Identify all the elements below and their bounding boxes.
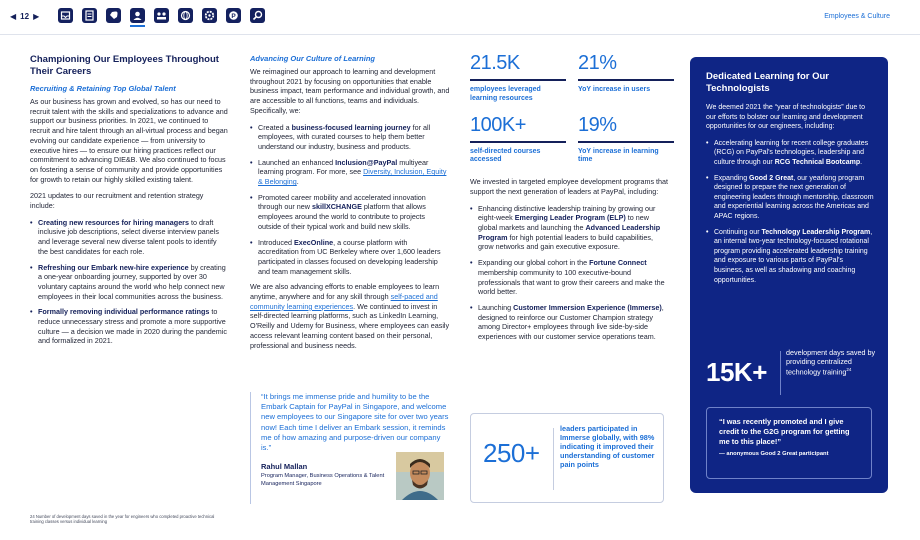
stat-label: [786, 349, 878, 377]
list-item-bold: Customer Immersion Experience (Immerse): [513, 302, 662, 312]
search-icon[interactable]: [250, 8, 265, 23]
list-item: [706, 174, 874, 222]
list-item-text: Launched an enhanced: [258, 157, 336, 167]
section-subheading: Recruiting & Retaining Top Global Talent: [30, 84, 176, 93]
paragraph: We reimagined our approach to learning and development throughout 2021 by focusing on opportunities that enable business impact, team performance and individual growth, and are accessible to all functions, teams and individuals. Specifically, we:: [250, 67, 450, 115]
paragraph: We deemed 2021 the “year of technologists” due to our efforts to bolster our learning and development opportunities for our engineers, including:: [706, 104, 866, 131]
list-item: [30, 307, 228, 346]
employee-quote: [250, 392, 450, 504]
page-number: 12: [20, 12, 30, 21]
quote-author-title: Program Manager, Business Operations & Talent Management Singapore: [261, 473, 385, 487]
svg-text:P: P: [231, 13, 236, 20]
list-item-text: , our yearlong program designed to prepare the next generation of engineering leaders through mentorship, classroom and experiential learning across the Americas and APAC regions.: [714, 174, 874, 220]
list-item-bold: Technology Leadership Program: [761, 228, 871, 236]
section-nav: [58, 8, 265, 23]
list-item-text: , a course platform with accreditation from UC Berkeley where over 1,600 leaders participated in classes focused on developing leadership and team management skills.: [258, 237, 441, 276]
stat-value: 21.5K: [470, 52, 566, 81]
stat-card: [470, 114, 566, 166]
list-item-text: Created a: [258, 122, 292, 132]
paragraph-text: We are also advancing efforts to enable employees to learn anytime, anywhere and for any skill through: [250, 282, 440, 302]
paypal-icon[interactable]: [226, 8, 241, 23]
quote-text: “It brings me immense pride and humility to be the Embark Captain for PayPal in Singapore, and welcome new employees to our Singapore site for over two years now! Each time I deliver an Embark session, it reminds me of how amazing and purpose-driven our company is.”: [261, 392, 449, 453]
self-paced-learning-link[interactable]: self-paced and community learning experiences: [250, 292, 438, 311]
next-page-arrow-icon[interactable]: ▶: [33, 12, 40, 21]
dev-days-stat: [706, 349, 876, 397]
section-label[interactable]: Employees & Culture: [824, 13, 890, 20]
list-item-text: Enhancing distinctive leadership training by growing our eight-week: [478, 203, 656, 223]
list-item: [706, 228, 874, 286]
list-item-text: membership community to 100 executive-bound professionals that want to grow their careers and make the world better.: [478, 267, 665, 297]
list-item-bold: Emerging Leader Program (ELP): [514, 213, 626, 223]
quote-author-name: Rahul Mallan: [261, 462, 308, 472]
list-item-bold: RCG Technical Bootcamp: [774, 158, 861, 166]
footnote-marker: 24: [846, 367, 852, 373]
rocket-icon[interactable]: [106, 8, 121, 23]
list-item-text: to new global markets and launching the: [478, 213, 649, 232]
pager: [10, 12, 39, 21]
list-item: [30, 218, 228, 257]
bullet-list: [470, 204, 670, 342]
bullet-list: [30, 218, 228, 346]
list-item-text: , an internal two-year technology-focused rotational program providing accelerated leadership training and exposure to various parts of PayPal's business, as well as shadowing and coaching opportunities.: [714, 228, 873, 284]
stat-label-text: development days saved by providing centralized technology training: [786, 348, 876, 377]
globe-icon[interactable]: [178, 8, 193, 23]
list-item-bold: business-focused learning journey: [291, 122, 411, 132]
stat-label: leaders participated in Immerse globally, with 98% indicating it improved their understanding of customer pain points: [560, 424, 655, 469]
document-icon[interactable]: [82, 8, 97, 23]
column-development: [470, 52, 670, 348]
quote-attribution: — anonymous Good 2 Great participant: [719, 451, 829, 457]
list-item: [250, 238, 450, 277]
list-item-bold: skillXCHANGE: [311, 202, 362, 212]
list-item-text: for high potential leaders to build capabilities, grow networks and gain executive exposure.: [478, 232, 654, 252]
technologists-panel: [690, 57, 888, 493]
stat-card: [578, 52, 674, 104]
list-item-bold: Good 2 Great: [749, 174, 794, 182]
list-item: [470, 258, 670, 297]
prev-page-arrow-icon[interactable]: ◀: [10, 12, 17, 21]
list-item-text: Launching: [478, 302, 514, 312]
list-item-text: .: [296, 177, 299, 187]
stat-label: employees leveraged learning resources: [470, 86, 541, 102]
list-item-text: multiyear learning program. For more, see: [258, 157, 429, 177]
list-item-text: to reduce unnecessary stress and promote a more supportive culture — a decision we made in 2020 during the pandemic and formalized in 2021.: [38, 307, 227, 346]
stat-label: YoY increase in users: [578, 86, 651, 93]
participant-quote: [706, 407, 872, 479]
person-icon[interactable]: [130, 8, 145, 23]
stats-grid: [470, 52, 670, 165]
list-item: [706, 139, 874, 168]
immerse-stat-box: [470, 413, 664, 503]
list-item-text: to draft inclusive job descriptions, select diverse interview panels and leverage several new diverse talent pools to identify the best candidates for each role.: [38, 217, 219, 256]
gear-icon[interactable]: [202, 8, 217, 23]
list-item-bold: Fortune Connect: [589, 258, 647, 268]
diversity-link[interactable]: Diversity, Inclusion, Equity & Belonging: [258, 167, 447, 187]
list-item-text: for all employees, with curated courses to help them better understand our industry, business and products.: [258, 122, 431, 151]
inbox-icon[interactable]: [58, 8, 73, 23]
stat-divider: [553, 428, 554, 490]
list-item-text: Expanding: [714, 174, 750, 182]
paragraph-text: . We continued to invest in self-directed learning platforms, such as LinkedIn Learning, O'Reilly and Udemy for Business, where employees can easily access relevant learning content based on their personal, professional and business needs.: [250, 301, 450, 350]
header-divider: [0, 34, 920, 35]
list-item-text: Expanding our global cohort in the: [478, 258, 590, 268]
stat-value: 19%: [578, 114, 674, 143]
stat-value: 100K+: [470, 114, 566, 143]
list-item-text: , designed to reinforce our Customer Champion strategy among Director+ employees through live side-by-side experiences with our customer service operations team.: [478, 302, 664, 342]
bullet-list: [250, 123, 450, 277]
paragraph: We invested in targeted employee development programs that support the next generation of leaders at PayPal, including:: [470, 177, 669, 196]
stat-label: YoY increase in learning time: [578, 147, 659, 164]
list-item: [30, 263, 228, 302]
stat-divider: [780, 351, 781, 395]
stat-card: [470, 52, 566, 104]
list-item-bold: Creating new resources for hiring managers: [38, 217, 189, 227]
list-item: [250, 158, 450, 187]
list-item-bold: Inclusion@PayPal: [335, 157, 398, 167]
footnote: 24 Number of development days saved in the year for engineers who completed proactive technical training classes versus individual learning: [30, 514, 215, 525]
column-learning: [250, 54, 450, 357]
list-item-text: platform that allows employees around the world to contribute to projects outside of their typical work and build new skills.: [258, 202, 426, 231]
stat-value: 15K+: [706, 357, 767, 387]
paragraph: [250, 282, 450, 350]
list-item-text: .: [860, 158, 863, 166]
paragraph: 2021 updates to our recruitment and retention strategy include:: [30, 191, 204, 211]
section-subheading: Advancing Our Culture of Learning: [250, 54, 376, 63]
list-item-text: Continuing our: [714, 228, 762, 236]
list-item-text: Promoted career mobility and accelerated innovation through our new: [258, 192, 426, 212]
list-item-bold: Refreshing our Embark new-hire experience: [38, 262, 189, 272]
stat-value: 250+: [483, 438, 540, 468]
list-item: [470, 303, 670, 342]
top-navigation: [0, 0, 920, 34]
list-item-text: by creating a one-year onboarding journey, supported by over 30 voluntary captains around the world who help connect new employees in their local communities across the business.: [38, 262, 226, 301]
list-item-text: Accelerating learning for recent college graduates (RCG) on PayPal's technologies, leadership and culture through our: [714, 139, 869, 166]
stat-value: 21%: [578, 52, 674, 81]
panel-title: Dedicated Learning for Our Technologists: [706, 71, 829, 94]
column-recruiting: [30, 54, 228, 352]
list-item: [250, 123, 450, 152]
community-icon[interactable]: [154, 8, 169, 23]
list-item: [250, 193, 450, 232]
paragraph: As our business has grown and evolved, so has our need to recruit talent with the skills and specializations to advance and support our business priorities. In 2021, we continued to recruit and hire talent through an all-virtual process and began evolving our candidate experience — from university to executive hires — to ensure our hiring practices reflect our commitment to advancing DIE&B. We also continued to focus on fostering a sense of community and provide opportunities for growth to retain our highly skilled existing talent.: [30, 97, 228, 184]
list-item: [470, 204, 670, 253]
bullet-list: [706, 139, 874, 285]
quote-text: “I was recently promoted and I give credit to the G2G program for getting me to this place!”: [719, 417, 850, 446]
author-photo: [396, 452, 444, 500]
page-title: Championing Our Employees Throughout Their Careers: [30, 54, 219, 77]
stat-label: self-directed courses accessed: [470, 147, 541, 164]
stat-card: [578, 114, 674, 166]
list-item-bold: Advanced Leadership Program: [478, 223, 661, 242]
list-item-bold: ExecOnline: [293, 237, 334, 247]
list-item-text: Introduced: [258, 237, 294, 247]
list-item-bold: Formally removing individual performance ratings: [38, 307, 210, 317]
